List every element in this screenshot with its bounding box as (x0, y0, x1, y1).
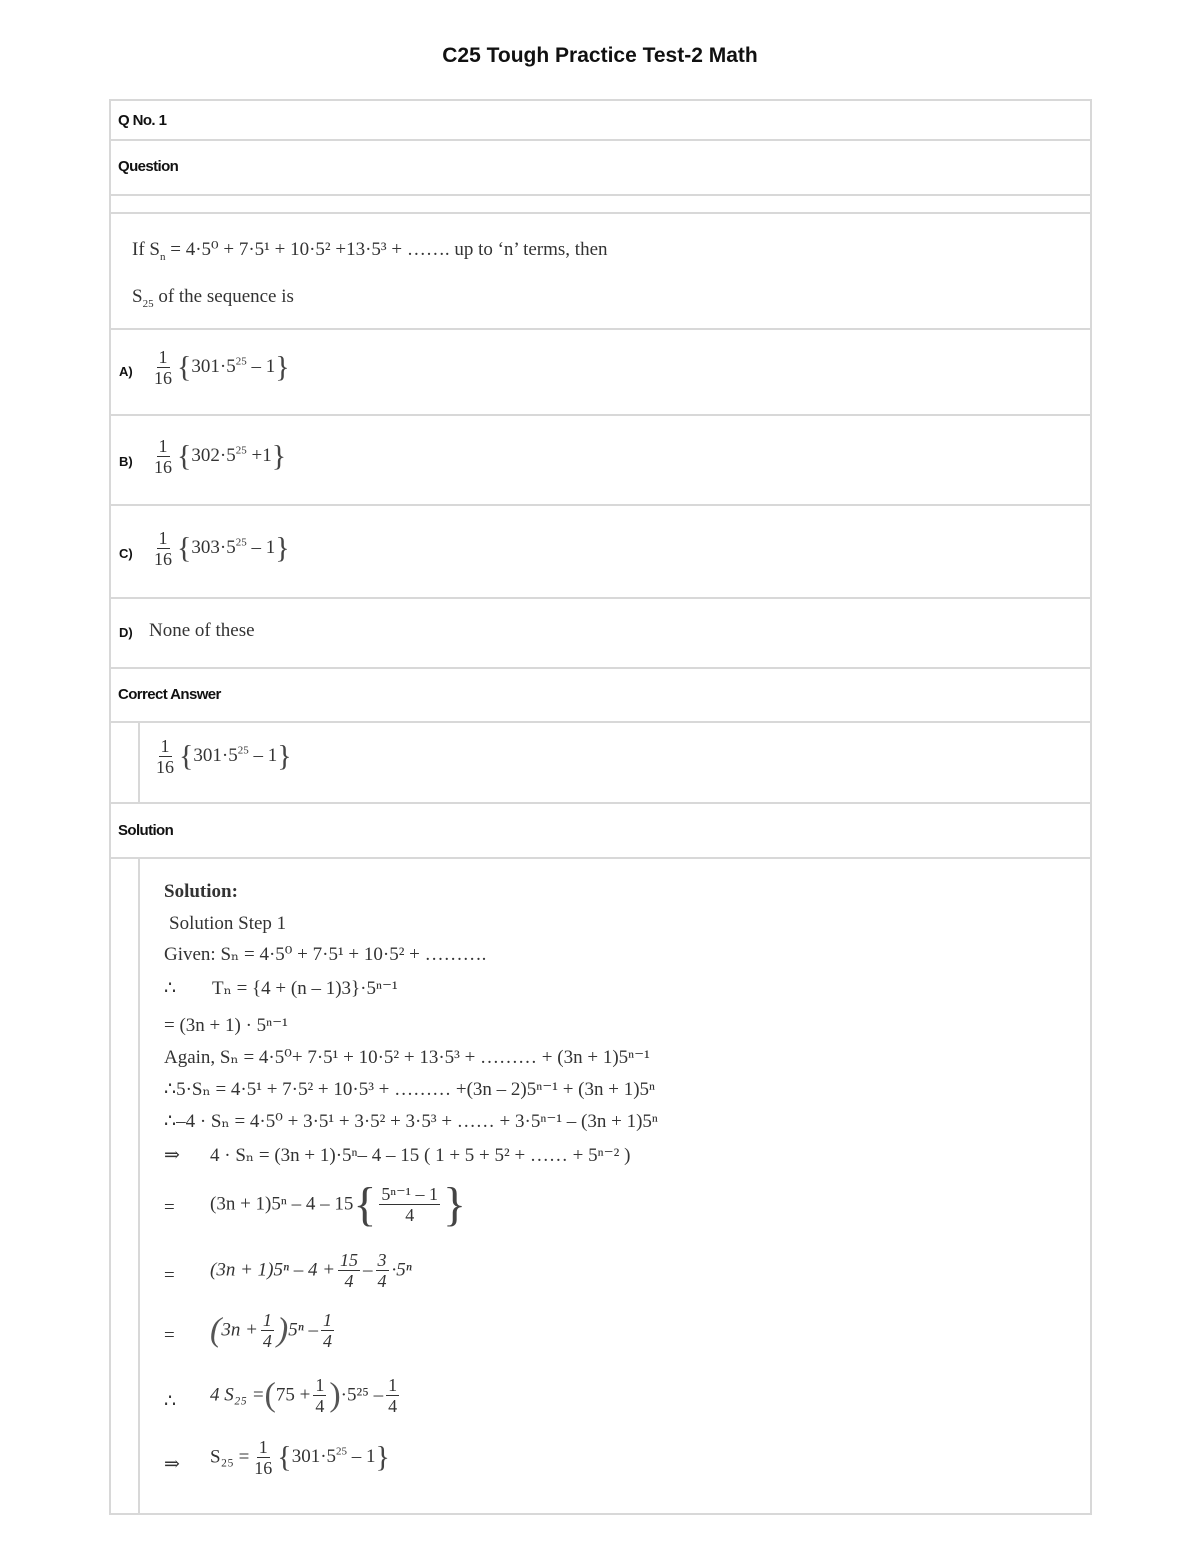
option-b-tail: +1 (246, 444, 272, 466)
l10-tail: 5ⁿ – (288, 1319, 318, 1341)
option-b-expr (149, 436, 286, 477)
l10-f1-den: 4 (262, 1331, 272, 1351)
page-title: C25 Tough Practice Test-2 Math (442, 44, 758, 67)
question-card (109, 99, 1092, 1515)
solution-heading: Solution: (164, 881, 238, 902)
option-a-expr (149, 347, 290, 388)
spacer-row (111, 196, 1090, 214)
l12-exp: 25 (336, 1445, 348, 1458)
solution-label: Solution (118, 822, 174, 839)
close-paren: ) (329, 1376, 341, 1414)
solution-step: Solution Step 1 (169, 913, 287, 934)
option-c-tail: – 1 (246, 536, 276, 558)
solution-line-1: Given: Sₙ = 4·5⁰ + 7·5¹ + 10·5² + ………. (164, 944, 487, 965)
option-a-tail: – 1 (246, 355, 276, 377)
q-l1-sub: n (159, 250, 166, 263)
open-brace: { (177, 531, 192, 565)
solution-line-3: = (3n + 1) · 5ⁿ⁻¹ (164, 1015, 288, 1036)
l9-f2-num: 3 (377, 1250, 387, 1270)
implies-symbol: ⇒ (164, 1454, 180, 1475)
l11-text: 4 S₂₅ = (210, 1384, 265, 1406)
l11-fraction-2 (386, 1375, 399, 1416)
solution-line-8 (210, 1177, 466, 1232)
therefore-symbol: ∴ (164, 1391, 177, 1412)
open-paren: ( (210, 1311, 222, 1349)
l10-f2-num: 1 (322, 1310, 332, 1330)
solution-line-4: Again, Sₙ = 4·5⁰+ 7·5¹ + 10·5² + 13·5³ + ……… + (3n + 1)5ⁿ⁻¹ (164, 1047, 650, 1068)
l12-body: 301·5 (291, 1445, 337, 1467)
q-l1-pre: If S (132, 239, 160, 260)
l9-f2-den: 4 (377, 1271, 387, 1291)
l9-tail: ·5ⁿ (391, 1259, 412, 1281)
qno-label: Q No. 1 (118, 112, 167, 129)
solution-line-5: ∴5·Sₙ = 4·5¹ + 7·5² + 10·5³ + ……… +(3n – 2)5ⁿ⁻¹ + (3n + 1)5ⁿ (164, 1079, 656, 1100)
open-paren: ( (264, 1376, 276, 1414)
solution-line-2: Tₙ = {4 + (n – 1)3}·5ⁿ⁻¹ (212, 978, 398, 999)
l10-fraction-2 (321, 1310, 334, 1351)
l9-f1-num: 15 (340, 1250, 359, 1270)
option-b-num: 1 (158, 436, 168, 456)
question-line-2 (132, 286, 294, 310)
answer-den: 16 (156, 757, 174, 777)
close-brace: } (442, 1178, 467, 1231)
solution-line-7: 4 · Sₙ = (3n + 1)·5ⁿ– 4 – 15 ( 1 + 5 + 5² + …… + 5ⁿ⁻² ) (210, 1145, 631, 1166)
answer-num: 1 (160, 736, 170, 756)
l8-text: (3n + 1)5ⁿ – 4 – 15 (210, 1193, 354, 1215)
l12-text: S₂₅ = (210, 1446, 250, 1468)
open-brace: { (179, 739, 194, 773)
l9-fraction-1 (338, 1250, 360, 1291)
option-c-exp: 25 (235, 536, 247, 549)
option-c-den: 16 (154, 549, 172, 569)
l10-text: 3n + (221, 1319, 258, 1341)
question-label: Question (118, 158, 179, 175)
open-brace: { (177, 439, 192, 473)
l8-fraction (379, 1184, 440, 1225)
solution-body (111, 859, 1090, 1515)
l12-num: 1 (258, 1437, 268, 1457)
l12-fraction (252, 1437, 274, 1478)
q-l2-post: of the sequence is (153, 286, 294, 307)
l8-den: 4 (405, 1205, 415, 1225)
open-brace: { (177, 350, 192, 384)
l12-den: 16 (254, 1458, 273, 1478)
option-c-label: C) (119, 546, 133, 561)
correct-answer-row (111, 723, 1090, 804)
implies-symbol: ⇒ (164, 1145, 180, 1166)
l11-fraction-1 (313, 1375, 326, 1416)
option-d-label: D) (119, 625, 133, 640)
equals-symbol: = (164, 1197, 175, 1218)
answer-indent-rule (138, 723, 140, 802)
option-d-text: None of these (149, 620, 255, 641)
close-brace: } (277, 739, 292, 773)
close-paren: ) (276, 1311, 289, 1349)
qno-row (111, 101, 1090, 141)
q-l2-sub: 25 (142, 297, 154, 310)
solution-indent-rule (138, 859, 140, 1515)
l8-num: 5ⁿ⁻¹ – 1 (381, 1184, 438, 1204)
solution-line-11 (210, 1375, 402, 1416)
option-c[interactable] (111, 506, 1090, 599)
equals-symbol: = (164, 1325, 175, 1346)
close-brace: } (275, 531, 290, 565)
option-d[interactable] (111, 599, 1090, 669)
solution-line-9 (210, 1250, 412, 1291)
q-l1-post: = 4·5⁰ + 7·5¹ + 10·5² +13·5³ + ……. up to ‘n’ terms, then (165, 239, 608, 260)
close-brace: } (375, 1440, 390, 1474)
question-label-row (111, 141, 1090, 196)
option-a-label: A) (119, 364, 133, 379)
solution-label-row (111, 804, 1090, 859)
correct-answer-expr (151, 736, 292, 777)
option-b-den: 16 (154, 457, 172, 477)
l11-f2-den: 4 (388, 1396, 398, 1416)
solution-line-10 (210, 1310, 337, 1351)
answer-body: 301·5 (193, 744, 238, 766)
l11-f1-num: 1 (315, 1375, 325, 1395)
question-line-1 (132, 238, 608, 263)
open-brace: { (277, 1440, 292, 1474)
open-brace: { (353, 1178, 377, 1231)
l10-fraction-1 (261, 1310, 274, 1351)
l10-f1-num: 1 (262, 1310, 272, 1330)
l11-f2-num: 1 (388, 1375, 398, 1395)
option-c-body: 303·5 (191, 536, 236, 558)
q-l2-pre: S (132, 286, 143, 307)
option-b-fraction (152, 436, 174, 477)
option-b[interactable] (111, 416, 1090, 506)
answer-exp: 25 (237, 744, 249, 757)
option-a-den: 16 (154, 368, 172, 388)
l11-f1-den: 4 (315, 1396, 325, 1416)
close-brace: } (271, 439, 287, 473)
l11-tail: ·5²⁵ – (340, 1384, 384, 1406)
option-b-body: 302·5 (191, 444, 236, 466)
option-c-num: 1 (158, 528, 168, 548)
option-a-num: 1 (158, 347, 168, 367)
solution-line-6: ∴–4 · Sₙ = 4·5⁰ + 3·5¹ + 3·5² + 3·5³ + …… + 3·5ⁿ⁻¹ – (3n + 1)5ⁿ (164, 1111, 658, 1132)
l11-inner: 75 + (275, 1384, 311, 1406)
l10-f2-den: 4 (322, 1331, 332, 1351)
option-b-exp: 25 (235, 444, 247, 457)
solution-line-12 (210, 1437, 390, 1478)
l12-tail: – 1 (347, 1445, 376, 1467)
option-a-exp: 25 (235, 355, 247, 368)
question-text-row (111, 214, 1090, 330)
correct-answer-label: Correct Answer (118, 686, 221, 703)
equals-symbol: = (164, 1265, 175, 1286)
correct-answer-label-row (111, 669, 1090, 723)
answer-tail: – 1 (248, 744, 278, 766)
option-c-expr (149, 528, 290, 569)
option-a-fraction (152, 347, 174, 388)
l9-minus: – (363, 1259, 373, 1281)
l9-fraction-2 (376, 1250, 389, 1291)
therefore-symbol: ∴ (164, 978, 177, 999)
answer-fraction (154, 736, 176, 777)
option-a-body: 301·5 (191, 355, 236, 377)
option-c-fraction (152, 528, 174, 569)
option-b-label: B) (119, 454, 133, 469)
l9-f1-den: 4 (344, 1271, 354, 1291)
close-brace: } (275, 350, 290, 384)
option-a[interactable] (111, 330, 1090, 416)
l9-text: (3n + 1)5ⁿ – 4 + (210, 1259, 336, 1281)
